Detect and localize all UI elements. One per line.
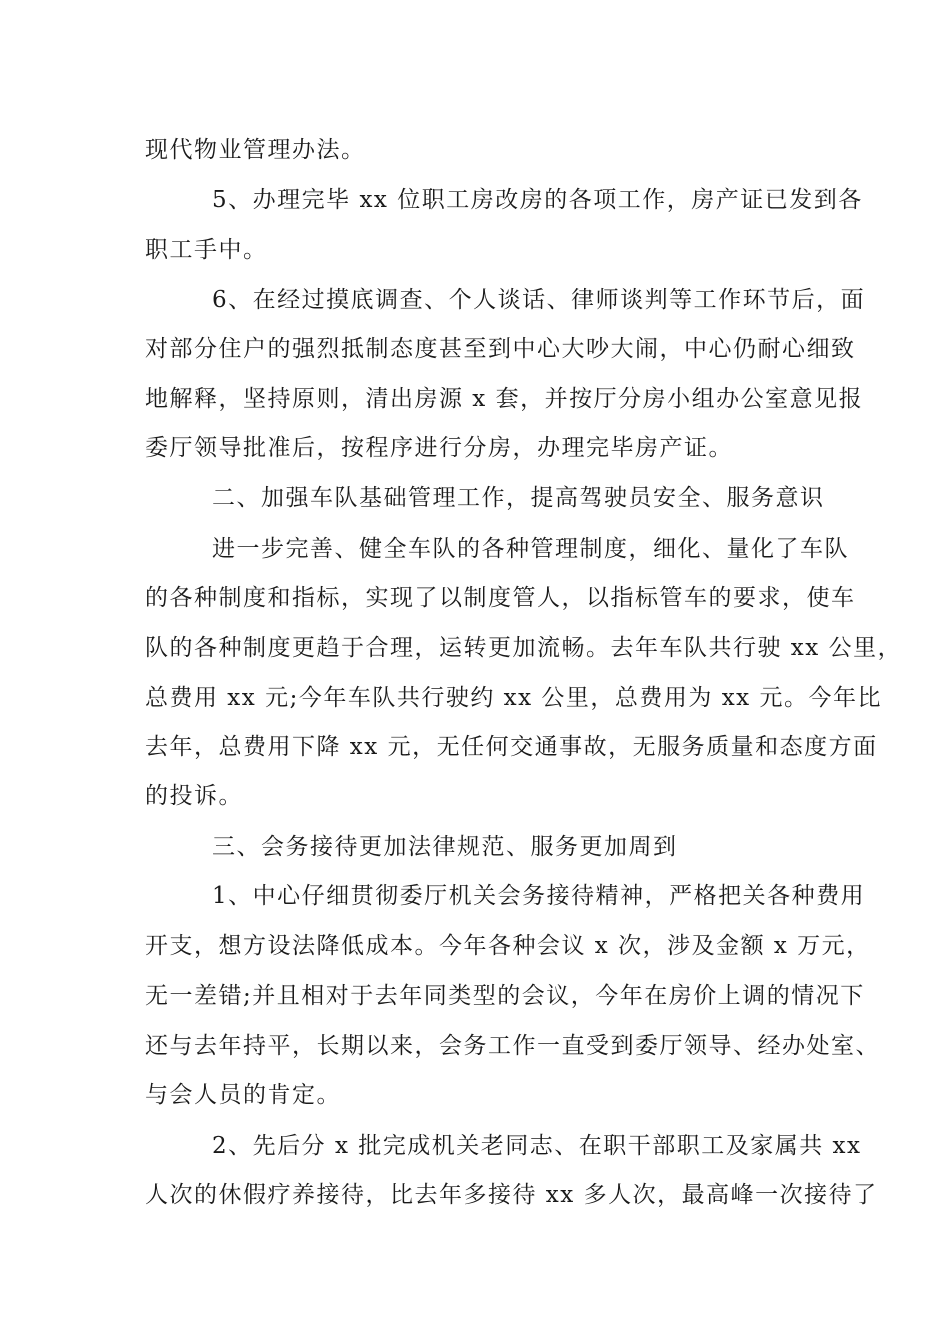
- section-heading: 二、加强车队基础管理工作，提高驾驶员安全、服务意识: [212, 485, 825, 511]
- section-heading: 三、会务接待更加法律规范、服务更加周到: [212, 834, 678, 860]
- text-line: 职工手中。: [145, 237, 268, 263]
- text-line: 还与去年持平，长期以来，会务工作一直受到委厅领导、经办处室、: [145, 1033, 880, 1059]
- text-line: 2、先后分 x 批完成机关老同志、在职干部职工及家属共 xx: [212, 1133, 862, 1159]
- text-line: 队的各种制度更趋于合理，运转更加流畅。去年车队共行驶 xx 公里，: [145, 635, 903, 661]
- text-line: 对部分住户的强烈抵制态度甚至到中心大吵大闹，中心仍耐心细致: [145, 336, 856, 362]
- text-line: 去年，总费用下降 xx 元，无任何交通事故，无服务质量和态度方面: [145, 734, 878, 760]
- text-line: 地解释，坚持原则，清出房源 x 套，并按厅分房小组办公室意见报: [145, 386, 864, 412]
- text-line: 现代物业管理办法。: [145, 137, 366, 163]
- text-line: 的投诉。: [145, 783, 243, 809]
- text-line: 6、在经过摸底调查、个人谈话、律师谈判等工作环节后，面: [212, 287, 866, 313]
- text-line: 开支，想方设法降低成本。今年各种会议 x 次，涉及金额 x 万元，: [145, 933, 871, 959]
- text-line: 5、办理完毕 xx 位职工房改房的各项工作，房产证已发到各: [212, 187, 863, 213]
- text-line: 人次的休假疗养接待，比去年多接待 xx 多人次，最高峰一次接待了: [145, 1182, 878, 1208]
- text-line: 与会人员的肯定。: [145, 1082, 341, 1108]
- text-line: 1、中心仔细贯彻委厅机关会务接待精神，严格把关各种费用: [212, 883, 866, 909]
- text-line: 总费用 xx 元;今年车队共行驶约 xx 公里，总费用为 xx 元。今年比: [145, 685, 882, 711]
- text-line: 的各种制度和指标，实现了以制度管人，以指标管车的要求，使车: [145, 585, 856, 611]
- text-line: 委厅领导批准后，按程序进行分房，办理完毕房产证。: [145, 435, 733, 461]
- text-line: 进一步完善、健全车队的各种管理制度，细化、量化了车队: [212, 536, 849, 562]
- text-line: 无一差错;并且相对于去年同类型的会议，今年在房价上调的情况下: [145, 983, 865, 1009]
